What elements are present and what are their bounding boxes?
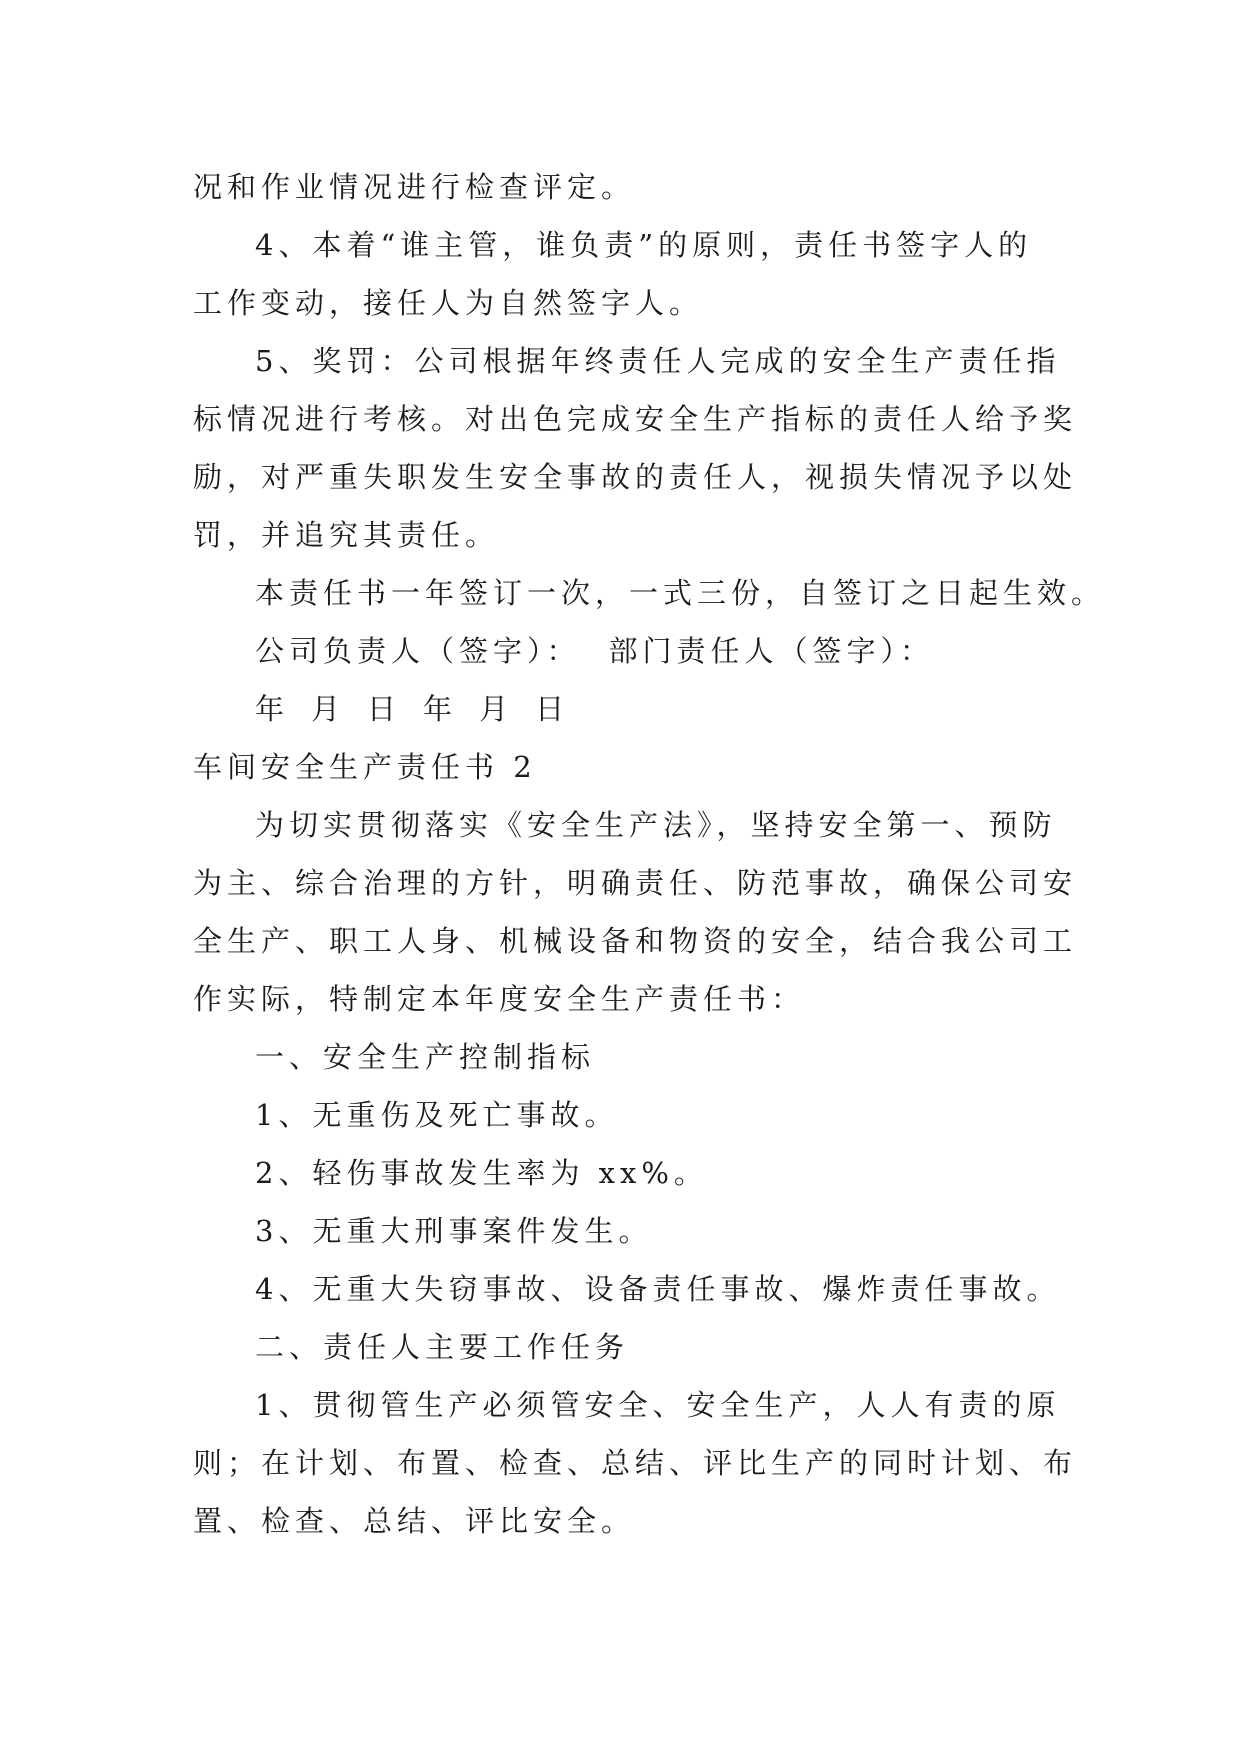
date-day-label: 日 [535, 692, 570, 726]
intro-paragraph: 为切实贯彻落实《安全生产法》，坚持安全第一、预防 [255, 808, 1057, 842]
date-month-label: 月 [479, 692, 514, 726]
task-item-1: 1、贯彻管生产必须管安全、安全生产，人人有责的原 [255, 1388, 1061, 1422]
target-item-4: 4、无重大失窃事故、设备责任事故、爆炸责任事故。 [255, 1272, 1061, 1306]
body-line: 置、检查、总结、评比安全。 [193, 1504, 636, 1538]
body-line: 励，对严重失职发生安全事故的责任人，视损失情况予以处 [193, 460, 1078, 494]
date-day-label: 日 [367, 692, 402, 726]
signature-line [193, 622, 1053, 680]
validity-statement: 本责任书一年签订一次，一式三份，自签订之日起生效。 [255, 576, 1106, 610]
target-item-1: 1、无重伤及死亡事故。 [255, 1098, 619, 1132]
date-year-label: 年 [423, 692, 458, 726]
date-month-label: 月 [311, 692, 346, 726]
body-line: 则；在计划、布置、检查、总结、评比生产的同时计划、布 [193, 1446, 1078, 1480]
company-signatory-label: 公司负责人（签字）： [255, 634, 581, 668]
department-signatory-label: 部门责任人（签字）： [608, 634, 935, 668]
paragraph-item-5: 5、奖罚：公司根据年终责任人完成的安全生产责任指 [255, 344, 1061, 378]
date-year-label: 年 [255, 692, 290, 726]
heading-control-targets: 一、安全生产控制指标 [255, 1040, 596, 1074]
body-line: 工作变动，接任人为自然签字人。 [193, 286, 704, 320]
body-line: 作实际，特制定本年度安全生产责任书： [193, 982, 806, 1016]
body-line: 标情况进行考核。对出色完成安全生产指标的责任人给予奖 [193, 402, 1078, 436]
target-item-3: 3、无重大刑事案件发生。 [255, 1214, 653, 1248]
body-line: 为主、综合治理的方针，明确责任、防范事故，确保公司安 [193, 866, 1078, 900]
document-body [193, 158, 1106, 1550]
target-item-2: 2、轻伤事故发生率为 xx%。 [255, 1156, 708, 1190]
heading-main-tasks: 二、责任人主要工作任务 [255, 1330, 630, 1364]
body-line: 罚，并追究其责任。 [193, 518, 500, 552]
body-line: 全生产、职工人身、机械设备和物资的安全，结合我公司工 [193, 924, 1078, 958]
paragraph-item-4: 4、本着“谁主管，谁负责”的原则，责任书签字人的 [255, 228, 1033, 262]
section-title: 车间安全生产责任书 2 [193, 750, 537, 784]
date-line [193, 680, 1053, 738]
body-line: 况和作业情况进行检查评定。 [193, 170, 636, 204]
